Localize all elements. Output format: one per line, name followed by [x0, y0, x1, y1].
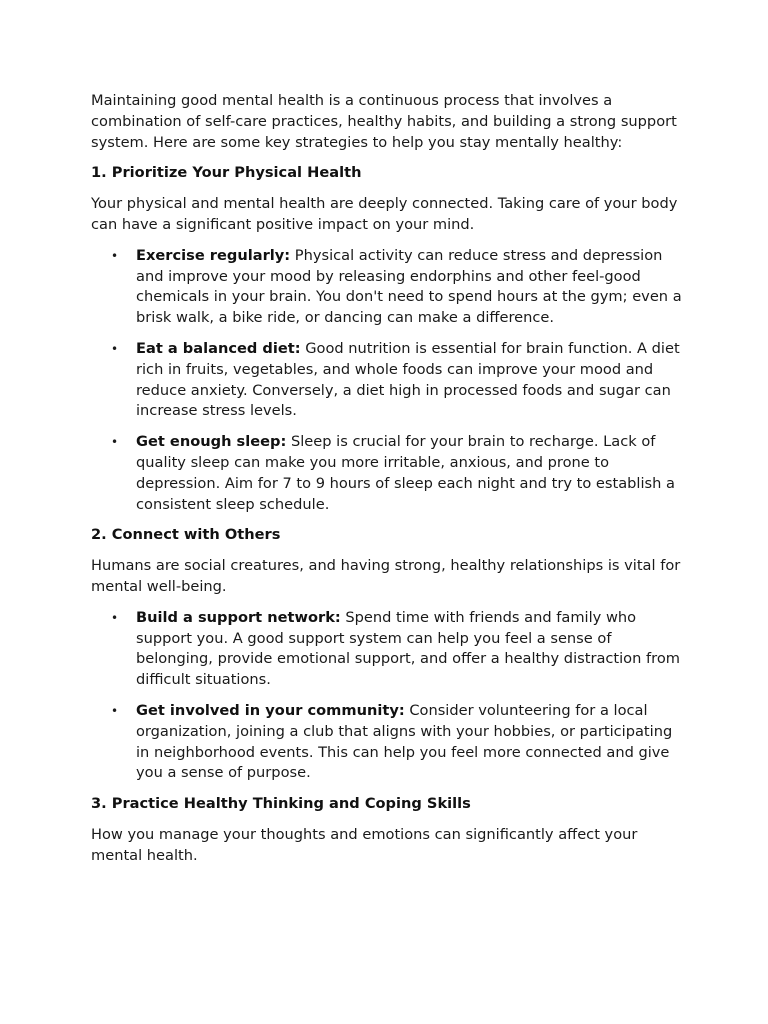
list-item-text: Physical activity can reduce stress and depression and improve your mood by releasing endorphins and other feel-good chemicals in your brain. You don't need to spend hours at the gym; even a brisk walk, a bike ride, or dancing can make a difference. — [136, 246, 682, 327]
section-heading-physical-health: 1. Prioritize Your Physical Health — [91, 164, 362, 182]
list-item-term: Get enough sleep: — [136, 433, 287, 451]
section-intro-connect-with-others: Humans are social creatures, and having strong, healthy relationships is vital for mental well-being. — [91, 557, 681, 595]
section-heading-connect-with-others: 2. Connect with Others — [91, 526, 281, 544]
list-item-text: Spend time with friends and family who support you. A good support system can help you feel a sense of belonging, provide emotional support, and offer a healthy distraction from difficult situations. — [136, 608, 680, 689]
bullet-icon: • — [111, 703, 119, 718]
list-item-term: Exercise regularly: — [136, 246, 291, 264]
list-item-term: Get involved in your community: — [136, 701, 405, 719]
bullet-list-physical-health — [91, 246, 683, 516]
section-intro-healthy-thinking: How you manage your thoughts and emotions can significantly affect your mental health. — [91, 825, 638, 864]
list-item-term: Eat a balanced diet: — [136, 339, 301, 357]
list-item — [91, 246, 683, 329]
list-item — [91, 432, 683, 515]
document-body — [91, 91, 683, 877]
list-item — [91, 339, 683, 422]
list-item-text: Sleep is crucial for your brain to recharge. Lack of quality sleep can make you more irritable, anxious, and prone to depression. Aim for 7 to 9 hours of sleep each night and try to establish a consistent sleep schedule. — [136, 433, 675, 513]
list-item-text: Consider volunteering for a local organization, joining a club that aligns with your hobbies, or participating in neighborhood events. This can help you feel more connected and give you a sense of purpose. — [136, 701, 673, 782]
bullet-icon: • — [111, 435, 119, 450]
list-item-term: Build a support network: — [136, 608, 341, 626]
bullet-list-connect-with-others — [91, 608, 683, 784]
bullet-icon: • — [111, 610, 119, 625]
intro-paragraph: Maintaining good mental health is a continuous process that involves a combination of self-care practices, healthy habits, and building a strong support system. Here are some key strategies to help you stay mentally healthy: — [91, 92, 677, 151]
section-heading-healthy-thinking: 3. Practice Healthy Thinking and Coping Skills — [91, 795, 471, 813]
list-item-text: Good nutrition is essential for brain function. A diet rich in fruits, vegetables, and whole foods can improve your mood and reduce anxiety. Conversely, a diet high in processed foods and sugar can increase stress levels. — [136, 339, 680, 420]
section-intro-physical-health: Your physical and mental health are deeply connected. Taking care of your body can have a significant positive impact on your mind. — [91, 195, 678, 233]
list-item — [91, 608, 683, 691]
bullet-icon: • — [111, 341, 119, 356]
list-item — [91, 701, 683, 784]
bullet-icon: • — [111, 248, 119, 263]
